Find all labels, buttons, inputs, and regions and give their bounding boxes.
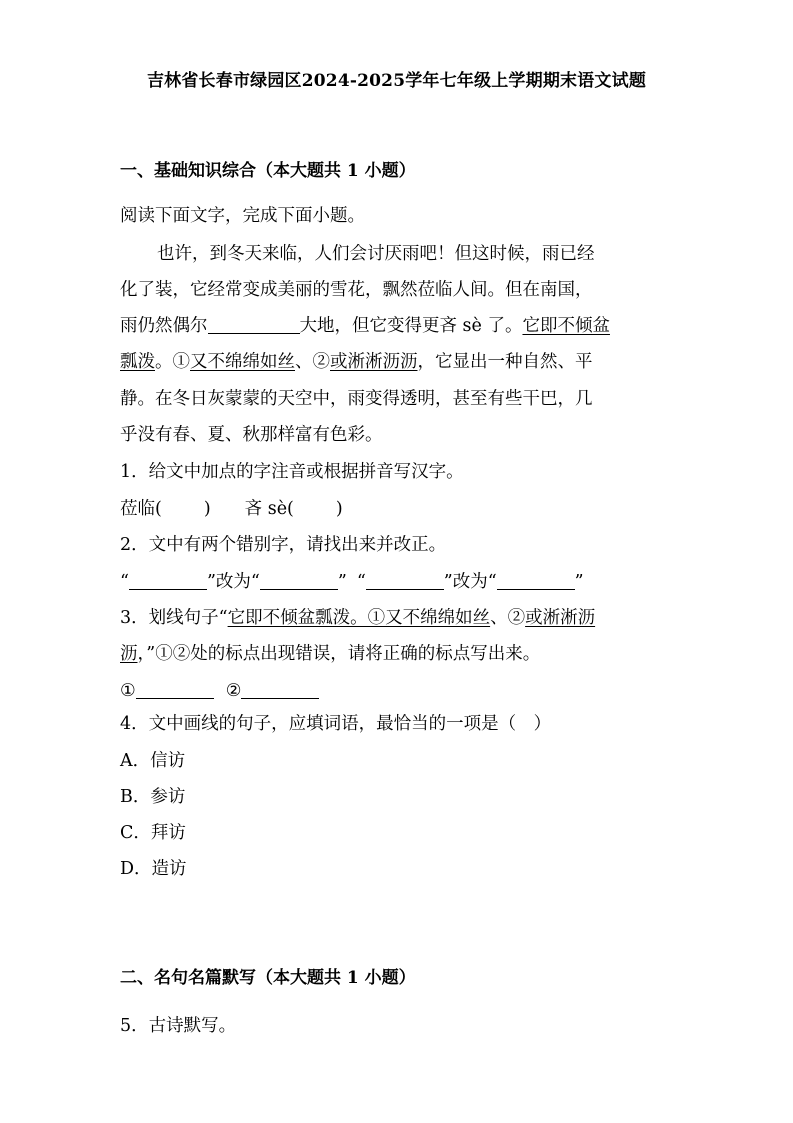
answer-label: ② xyxy=(225,681,242,701)
underlined-sentence: 沥 xyxy=(120,644,138,664)
quote-mark: ” xyxy=(337,572,347,592)
question-text: ，”①②处的标点出现错误，请将正确的标点写出来。 xyxy=(137,644,541,664)
reading-instruction: 阅读下面文字，完成下面小题。 xyxy=(120,206,365,226)
fill-blank[interactable] xyxy=(208,315,300,334)
question-3-stem-line-1 xyxy=(120,606,595,630)
question-3-stem-line-2 xyxy=(120,642,540,666)
question-1-stem: 1．给文中加点的字注音或根据拼音写汉字。 xyxy=(120,462,464,482)
passage-text: ，它显出一种自然、平 xyxy=(417,352,593,372)
quote-mark: “ xyxy=(356,572,366,592)
question-2-stem: 2．文中有两个错别字，请找出来并改正。 xyxy=(120,535,447,555)
underlined-sentence: 它即不倾盆 xyxy=(522,316,610,336)
question-text: 、② xyxy=(490,608,526,628)
passage-line-3 xyxy=(120,314,610,338)
passage-line-5: 静。在冬日灰蒙蒙的天空中，雨变得透明，甚至有些干巴，几 xyxy=(120,389,593,409)
passage-text: 。① xyxy=(155,352,190,372)
answer-blank[interactable] xyxy=(241,680,319,699)
answer-blank[interactable] xyxy=(366,571,444,590)
answer-label: 莅临( xyxy=(120,499,162,519)
answer-label: ”改为“ xyxy=(206,572,260,592)
passage-line-1: 也许，到冬天来临，人们会讨厌雨吧！但这时候，雨已经 xyxy=(157,244,595,264)
section-heading-1: 一、基础知识综合（本大题共 1 小题） xyxy=(120,161,416,181)
option-c[interactable]: C．拜访 xyxy=(120,823,186,843)
option-a[interactable]: A．信访 xyxy=(120,751,186,771)
passage-line-4 xyxy=(120,350,593,374)
option-b[interactable]: B．参访 xyxy=(120,787,186,807)
question-2-answers xyxy=(120,570,584,594)
answer-label: ) xyxy=(335,499,343,519)
passage-text: 雨仍然偶尔 xyxy=(120,316,208,336)
passage-line-6: 乎没有春、夏、秋那样富有色彩。 xyxy=(120,425,383,445)
section-heading-2: 二、名句名篇默写（本大题共 1 小题） xyxy=(120,968,416,988)
passage-text: 大地，但它变得更吝 sè 了。 xyxy=(299,316,523,336)
underlined-sentence: 又不绵绵如丝 xyxy=(190,352,295,372)
question-3-answers xyxy=(120,679,319,703)
question-text: 3．划线句子“ xyxy=(120,608,228,628)
passage-text: 、② xyxy=(295,352,330,372)
option-d[interactable]: D．造访 xyxy=(120,859,187,879)
answer-blank[interactable] xyxy=(497,571,575,590)
question-4-stem: 4．文中画线的句子，应填词语，最恰当的一项是（ ） xyxy=(120,714,552,734)
answer-label: 吝 sè( xyxy=(244,499,294,519)
underlined-sentence: 或淅淅沥 xyxy=(525,608,596,628)
answer-label: ) xyxy=(203,499,211,519)
answer-label: ”改为“ xyxy=(443,572,497,592)
quote-mark: “ xyxy=(120,572,129,592)
question-5-stem: 5．古诗默写。 xyxy=(120,1016,237,1036)
answer-blank[interactable] xyxy=(260,571,338,590)
question-1-answers xyxy=(120,497,343,521)
underlined-sentence: 或淅淅沥沥 xyxy=(330,352,418,372)
document-title: 吉林省长春市绿园区2024-2025学年七年级上学期期末语文试题 xyxy=(146,71,647,91)
answer-blank[interactable] xyxy=(136,680,214,699)
passage-line-2: 化了装，它经常变成美丽的雪花，飘然莅临人间。但在南国， xyxy=(120,280,593,300)
underlined-sentence: 瓢泼 xyxy=(120,352,155,372)
answer-blank[interactable] xyxy=(129,571,207,590)
quote-mark: ” xyxy=(574,572,584,592)
underlined-sentence: 它即不倾盆瓢泼。①又不绵绵如丝 xyxy=(227,608,491,628)
answer-label: ① xyxy=(120,681,136,701)
